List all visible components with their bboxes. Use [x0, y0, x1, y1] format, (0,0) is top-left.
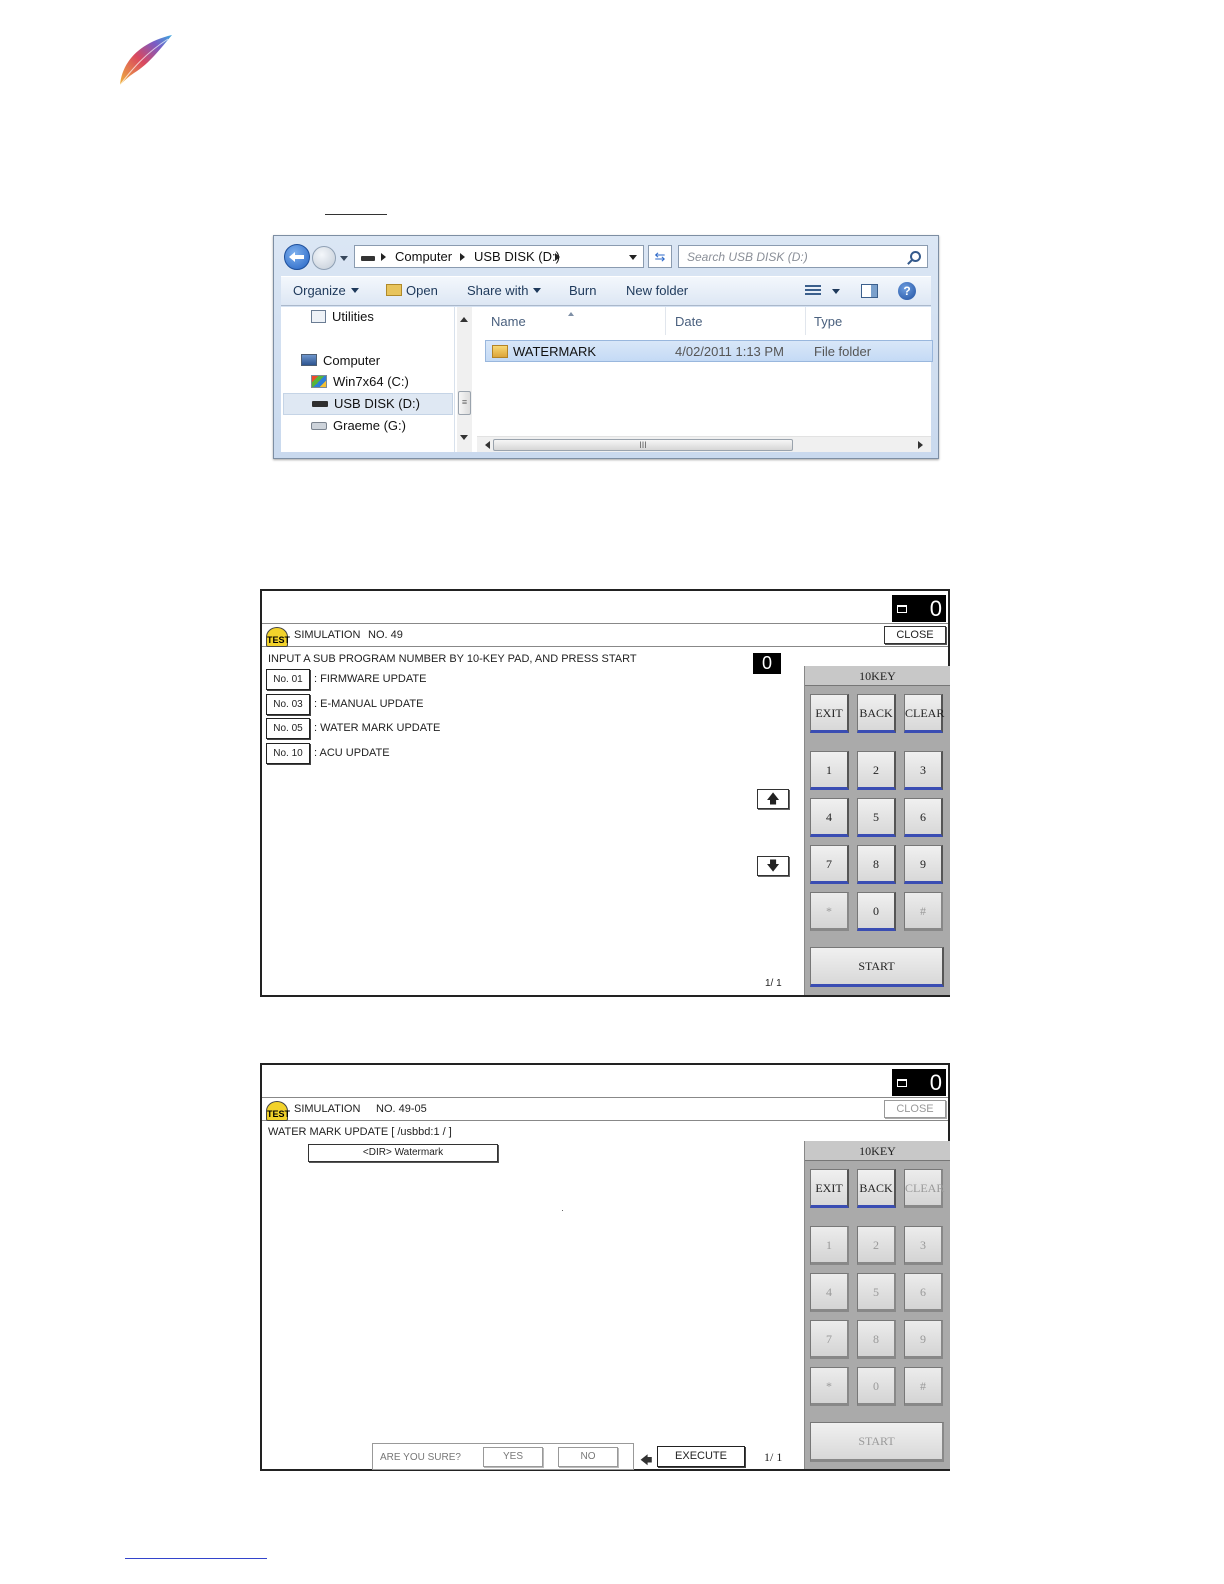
program-label: : ACU UPDATE: [314, 747, 390, 759]
exit-key[interactable]: EXIT: [810, 1169, 849, 1208]
column-header-name[interactable]: Name: [491, 314, 526, 329]
title-row: [262, 623, 948, 647]
simulation-label: SIMULATION: [294, 629, 361, 641]
help-icon[interactable]: ?: [898, 282, 916, 300]
breadcrumb-usb-disk[interactable]: USB DISK (D:): [474, 249, 560, 264]
nav-item-label: Utilities: [332, 309, 374, 324]
scroll-left-icon[interactable]: [481, 441, 490, 449]
column-header-date[interactable]: Date: [675, 314, 703, 329]
address-bar[interactable]: [354, 245, 644, 268]
column-divider: [665, 307, 666, 335]
breadcrumb-computer[interactable]: Computer: [395, 249, 453, 264]
address-dropdown-icon[interactable]: [629, 255, 637, 264]
usb-drive-icon: [312, 401, 328, 407]
ten-key-pad: [804, 666, 950, 995]
windows-drive-icon: [311, 375, 327, 388]
footer-link-underline: [125, 1558, 267, 1559]
stray-dot: [562, 1210, 563, 1211]
file-list-pane: [477, 307, 931, 452]
scroll-down-button[interactable]: [757, 856, 789, 876]
chevron-down-icon: [533, 288, 541, 297]
history-dropdown-icon[interactable]: [340, 256, 348, 265]
digit-key-0[interactable]: 0: [857, 892, 896, 931]
hash-key[interactable]: #: [904, 892, 943, 931]
nav-item-computer[interactable]: [301, 353, 380, 368]
hash-key[interactable]: #: [904, 1367, 943, 1406]
digit-key-1[interactable]: 1: [810, 751, 849, 790]
digit-key-0[interactable]: 0: [857, 1367, 896, 1406]
program-button[interactable]: No. 05: [266, 718, 310, 739]
confirm-question: ARE YOU SURE?: [380, 1452, 461, 1463]
nav-item-drive-g[interactable]: [311, 418, 406, 433]
scroll-down-icon[interactable]: [460, 435, 468, 444]
nav-item-label: Win7x64 (C:): [333, 374, 409, 389]
instruction-text: INPUT A SUB PROGRAM NUMBER BY 10-KEY PAD, AND PRESS START: [268, 653, 637, 665]
open-label: Open: [406, 283, 438, 298]
page-indicator: 1/ 1: [764, 1450, 783, 1464]
address-row: [282, 242, 930, 270]
arrow-down-icon: 🡇: [766, 858, 780, 873]
file-date: 4/02/2011 1:13 PM: [675, 344, 784, 359]
confirm-dialog: [372, 1443, 634, 1470]
no-button[interactable]: NO: [558, 1447, 618, 1467]
digit-key-1[interactable]: 1: [810, 1226, 849, 1265]
search-placeholder: Search USB DISK (D:): [687, 250, 808, 264]
horizontal-scrollbar[interactable]: [477, 436, 931, 452]
drive-icon: [361, 256, 375, 261]
back-key[interactable]: BACK: [857, 694, 896, 733]
simulation-number: NO. 49-05: [376, 1103, 427, 1115]
program-label: : E-MANUAL UPDATE: [314, 698, 424, 710]
digit-key-3[interactable]: 3: [904, 751, 943, 790]
scroll-thumb[interactable]: ≡: [458, 391, 471, 415]
underline-rule: [325, 214, 387, 215]
column-divider: [805, 307, 806, 335]
start-key[interactable]: START: [810, 947, 944, 987]
title-row: [262, 1097, 948, 1121]
open-folder-icon: [386, 284, 402, 296]
scroll-right-icon[interactable]: [918, 441, 927, 449]
entry-display: 0: [753, 653, 781, 674]
digit-key-6[interactable]: 6: [904, 1273, 943, 1312]
change-view-icon[interactable]: [805, 285, 821, 297]
chevron-right-icon: [555, 253, 564, 261]
simulation-number: NO. 49: [368, 629, 403, 641]
open-button[interactable]: [386, 283, 438, 298]
digit-key-2[interactable]: 2: [857, 751, 896, 790]
feather-logo-icon: [116, 33, 176, 87]
nav-item-label: Graeme (G:): [333, 418, 406, 433]
close-button[interactable]: CLOSE: [884, 1100, 946, 1118]
star-key[interactable]: *: [810, 892, 849, 931]
navigation-pane: [281, 307, 455, 452]
organize-button[interactable]: [293, 283, 359, 298]
share-with-button[interactable]: [467, 283, 541, 298]
chevron-down-icon[interactable]: [832, 289, 840, 298]
file-name: WATERMARK: [513, 344, 597, 359]
copy-counter: [892, 595, 946, 622]
nav-item-utilities[interactable]: [311, 309, 374, 324]
back-arrow-icon[interactable]: [284, 244, 310, 270]
digit-key-2[interactable]: 2: [857, 1226, 896, 1265]
computer-icon: [301, 354, 317, 366]
simulation-label: SIMULATION: [294, 1103, 361, 1115]
nav-item-drive-d[interactable]: [283, 393, 453, 415]
sort-ascending-icon: [568, 309, 574, 316]
preview-pane-icon[interactable]: [861, 284, 878, 298]
digit-key-5[interactable]: 5: [857, 1273, 896, 1312]
share-with-label: Share with: [467, 283, 529, 298]
copy-counter: [892, 1069, 946, 1096]
digit-key-8[interactable]: 8: [857, 845, 896, 884]
arrow-left-icon: 🡄: [640, 1453, 653, 1467]
digit-key-4[interactable]: 4: [810, 798, 849, 837]
nav-item-drive-c[interactable]: [311, 374, 409, 389]
counter-value: 0: [929, 1070, 942, 1095]
chevron-right-icon: [381, 253, 390, 261]
scroll-up-button[interactable]: [757, 789, 789, 809]
file-explorer-window: [273, 235, 939, 459]
digit-key-9[interactable]: 9: [904, 1320, 943, 1359]
test-badge-icon: TEST: [266, 1101, 288, 1121]
search-input[interactable]: [678, 245, 928, 268]
exit-key[interactable]: EXIT: [810, 694, 849, 733]
nav-item-label: Computer: [323, 353, 381, 368]
yes-button[interactable]: YES: [483, 1447, 543, 1467]
digit-key-5[interactable]: 5: [857, 798, 896, 837]
directory-entry-button[interactable]: <DIR> Watermark: [308, 1144, 498, 1162]
command-bar: [281, 276, 931, 306]
back-key[interactable]: BACK: [857, 1169, 896, 1208]
digit-key-9[interactable]: 9: [904, 845, 943, 884]
forward-arrow-icon[interactable]: [312, 246, 336, 270]
digit-key-7[interactable]: 7: [810, 845, 849, 884]
counter-value: 0: [929, 596, 942, 621]
arrow-up-icon: 🡅: [766, 791, 780, 806]
folder-icon: [492, 345, 508, 358]
scroll-thumb[interactable]: III: [493, 439, 793, 451]
scroll-up-icon[interactable]: [460, 313, 468, 322]
file-type: File folder: [814, 344, 872, 359]
explorer-content: [281, 307, 931, 452]
program-button[interactable]: No. 01: [266, 669, 310, 690]
simulation-panel-49: [260, 589, 950, 997]
star-key[interactable]: *: [810, 1367, 849, 1406]
hard-drive-icon: [311, 422, 327, 430]
program-label: : FIRMWARE UPDATE: [314, 673, 427, 685]
execute-button[interactable]: EXECUTE: [657, 1446, 745, 1467]
new-folder-button[interactable]: New folder: [626, 283, 689, 298]
simulation-panel-49-05: [260, 1063, 950, 1471]
clear-key[interactable]: CLEAR: [904, 1169, 943, 1208]
nav-scrollbar[interactable]: [457, 307, 472, 452]
column-header-type[interactable]: Type: [814, 314, 843, 329]
digit-key-3[interactable]: 3: [904, 1226, 943, 1265]
keypad-title: 10KEY: [805, 666, 950, 686]
nav-item-label: USB DISK (D:): [334, 396, 420, 411]
chevron-right-icon: [460, 253, 469, 261]
watermark-update-header: WATER MARK UPDATE [ /usbbd:1 / ]: [268, 1126, 452, 1138]
digit-key-6[interactable]: 6: [904, 798, 943, 837]
organize-label: Organize: [293, 283, 346, 298]
page-indicator: 1/ 1: [765, 978, 782, 989]
copy-icon: [897, 1079, 907, 1087]
digit-key-7[interactable]: 7: [810, 1320, 849, 1359]
close-button[interactable]: CLOSE: [884, 626, 946, 644]
ten-key-pad: [804, 1141, 950, 1469]
program-button[interactable]: No. 10: [266, 743, 310, 764]
burn-button[interactable]: Burn: [569, 283, 597, 298]
utilities-icon: [311, 310, 326, 323]
test-badge-icon: TEST: [266, 627, 288, 647]
search-icon[interactable]: [910, 251, 921, 262]
digit-key-4[interactable]: 4: [810, 1273, 849, 1312]
program-button[interactable]: No. 03: [266, 694, 310, 715]
copy-icon: [897, 605, 907, 613]
start-key[interactable]: START: [810, 1422, 944, 1462]
keypad-title: 10KEY: [805, 1141, 950, 1161]
refresh-icon[interactable]: ⇆: [648, 245, 672, 268]
file-row[interactable]: [485, 340, 933, 362]
program-label: : WATER MARK UPDATE: [314, 722, 441, 734]
chevron-down-icon: [351, 288, 359, 297]
clear-key[interactable]: CLEAR: [904, 694, 943, 733]
digit-key-8[interactable]: 8: [857, 1320, 896, 1359]
